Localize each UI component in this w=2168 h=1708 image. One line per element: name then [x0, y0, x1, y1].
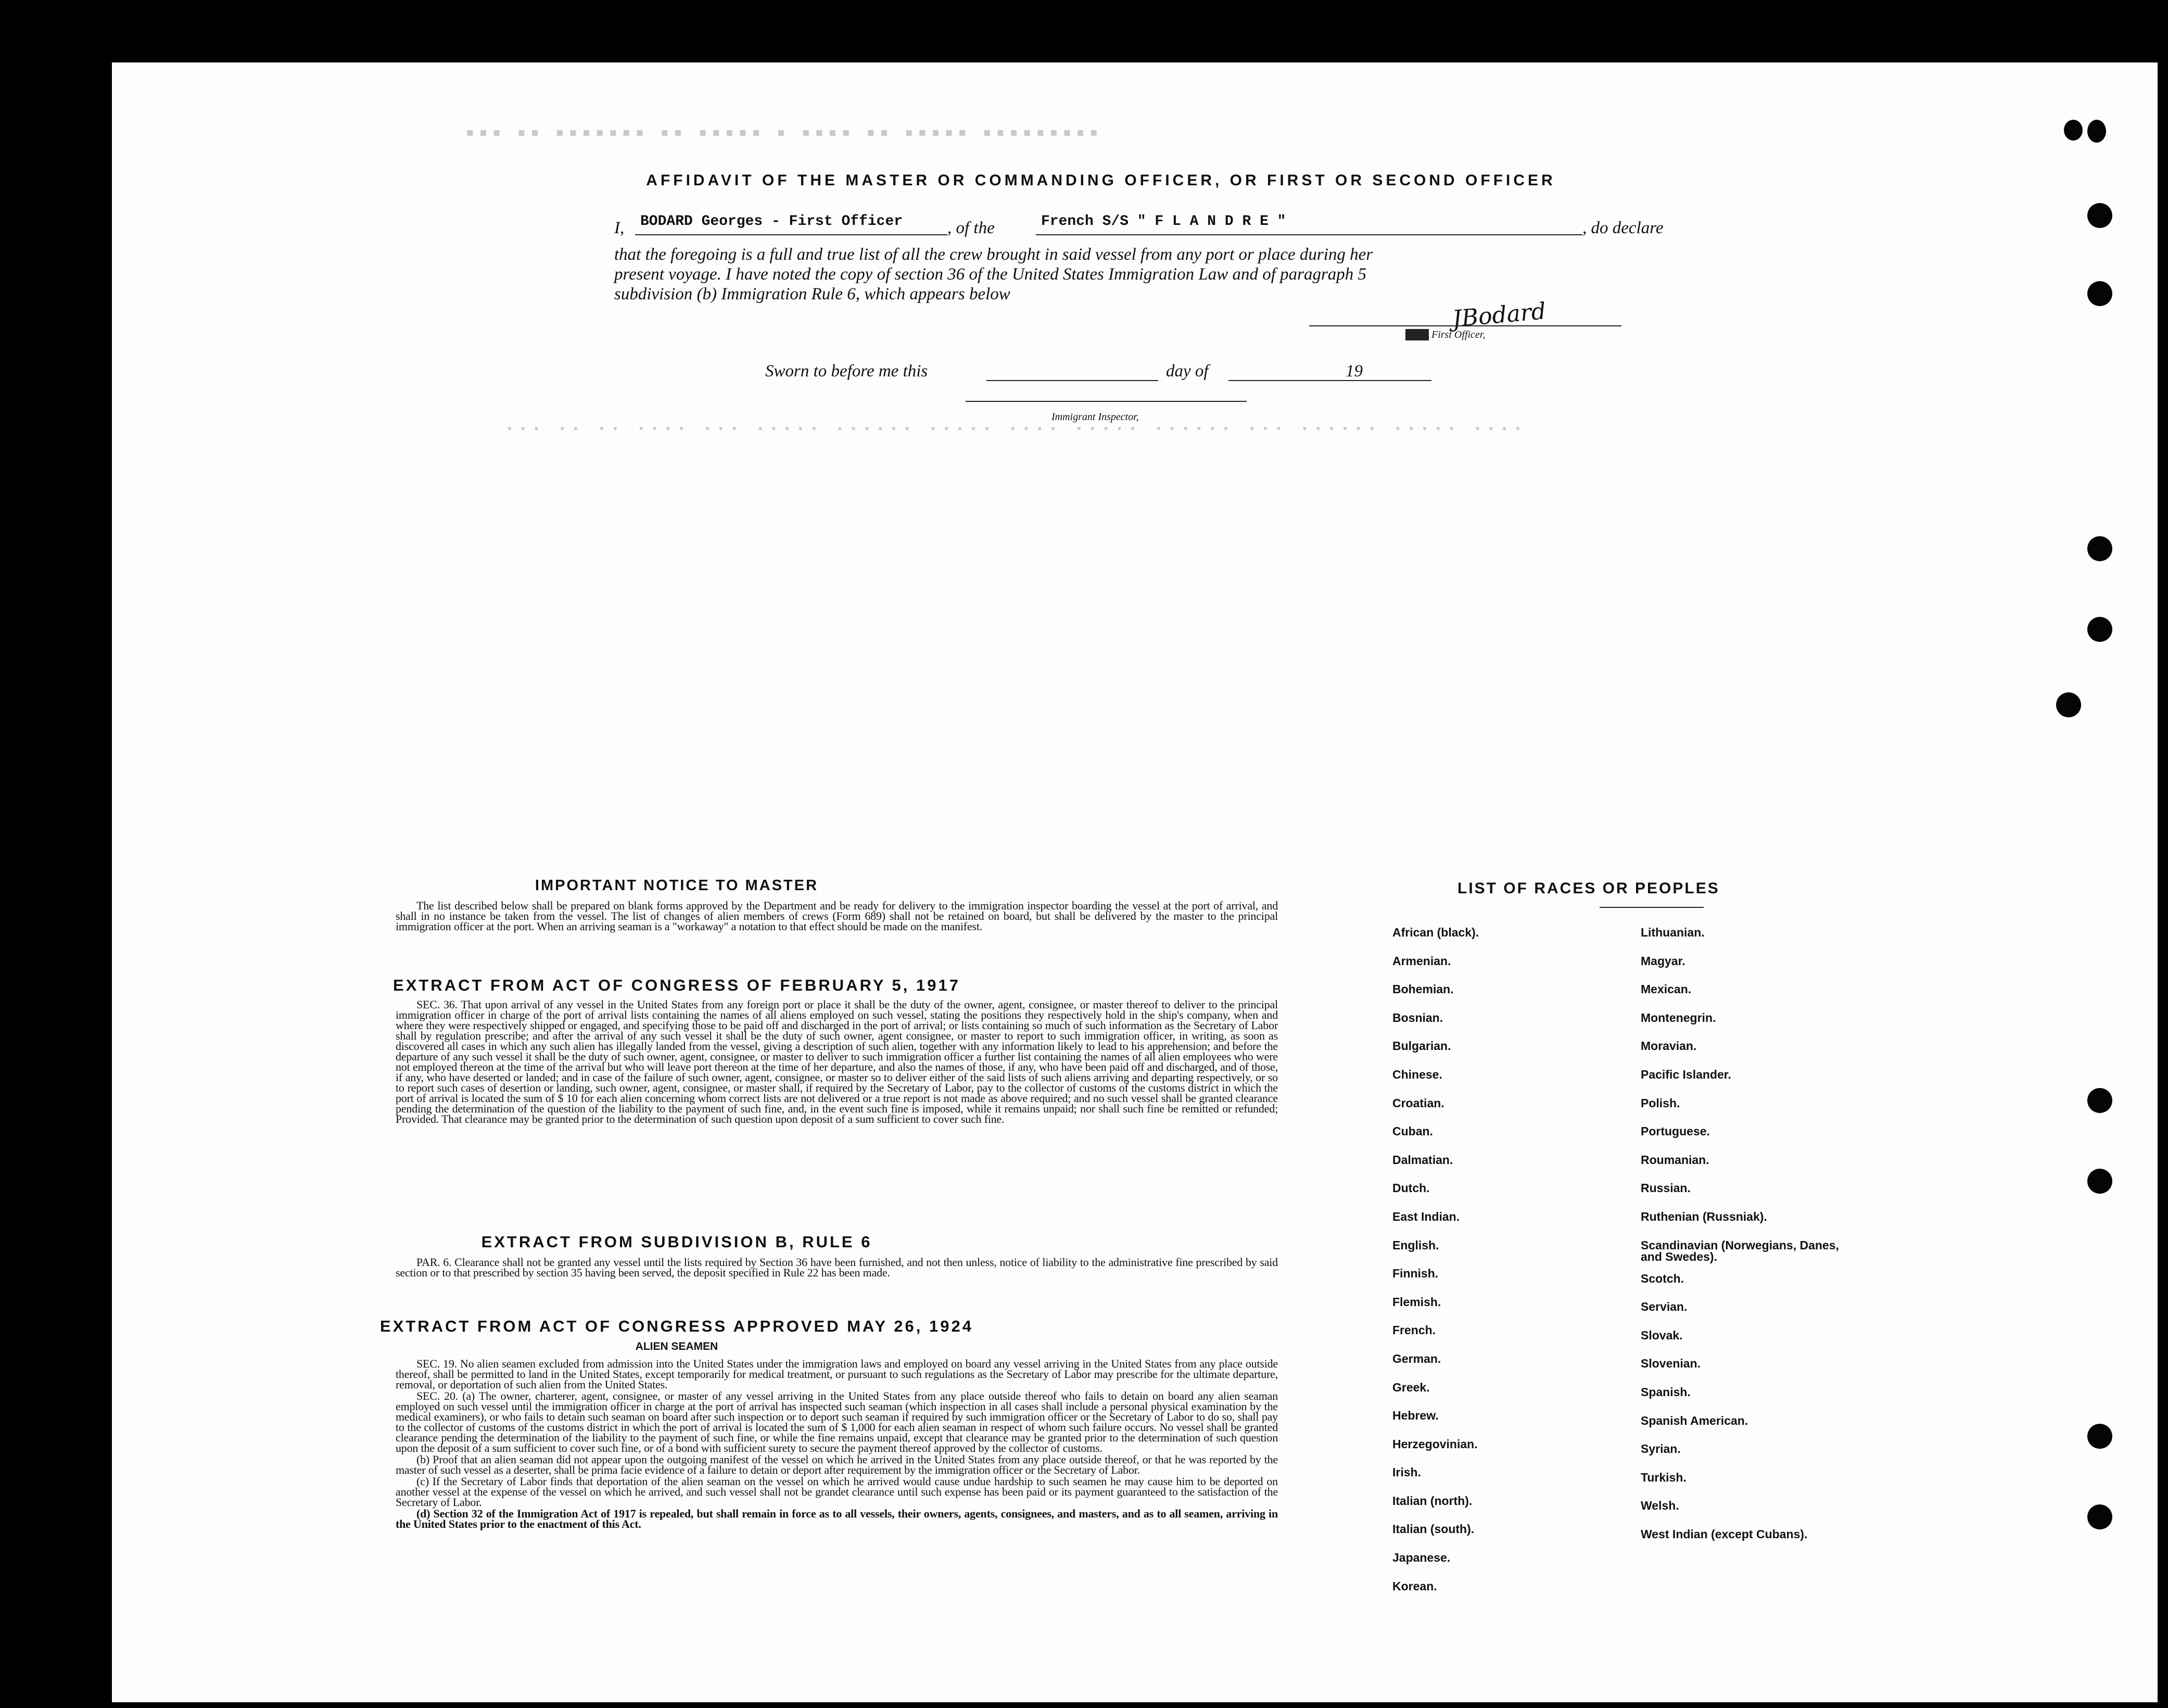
sworn-day-line — [986, 380, 1158, 381]
extract-1924-text — [396, 1359, 1278, 1530]
race-item: Roumanian. — [1641, 1153, 1709, 1167]
notice-text — [396, 901, 1278, 933]
sworn-year-line — [1369, 380, 1431, 381]
section-19-paragraph: SEC. 19. No alien seamen excluded from admission into the United States under the immigration laws and employed on board any vessel arriving in the United States from any place outside thereof, shall be permitted to land in the United States, except temporarily for medical treatment, or pursuant to such regulations as the Secretary of Labor may prescribe for the ultimate departure, removal, or deportation of such alien from the United States. — [396, 1357, 1278, 1391]
punch-hole — [2087, 1504, 2112, 1529]
punch-hole — [2064, 120, 2083, 141]
race-item: Korean. — [1392, 1579, 1437, 1593]
race-item: Russian. — [1641, 1181, 1691, 1195]
race-item: Welsh. — [1641, 1499, 1679, 1513]
punch-hole — [2056, 692, 2081, 717]
extract-1917-title: EXTRACT FROM ACT OF CONGRESS OF FEBRUARY 5, 1917 — [393, 976, 960, 994]
race-item: Dutch. — [1392, 1181, 1430, 1195]
officer-name-line — [635, 234, 947, 235]
punch-hole — [2087, 536, 2112, 561]
punch-hole — [2087, 1424, 2112, 1449]
races-right-column — [1641, 927, 1849, 1557]
bleed-through-columns: ▪▪▪ ▪▪ ▪▪ ▪▪▪▪ ▪▪▪ ▪▪▪▪▪ ▪▪▪▪▪▪ ▪▪▪▪▪ ▪▪▪▪ ▪▪▪▪▪ ▪▪▪▪▪▪ ▪▪▪ ▪▪▪▪▪▪ ▪▪▪▪▪ ▪▪▪▪ — [508, 422, 1529, 435]
race-item: Flemish. — [1392, 1295, 1441, 1309]
race-item: Bulgarian. — [1392, 1039, 1451, 1053]
race-item: Scotch. — [1641, 1271, 1684, 1285]
punch-hole — [2087, 1088, 2112, 1113]
struck-text: Mast. — [1405, 329, 1429, 340]
race-item: Hebrew. — [1392, 1409, 1439, 1423]
of-the-label: , of the — [947, 219, 995, 237]
section-20d-paragraph: (d) Section 32 of the Immigration Act of 1917 is repealed, but shall remain in force as to all vessels, their owners, agents, consignees, and masters, and as to all seamen, arriving in the United States prior to the enactment of this Act. — [396, 1507, 1278, 1530]
year-label: 19 — [1346, 362, 1363, 381]
notice-paragraph: The list described below shall be prepared on blank forms approved by the Department and be ready for delivery to the immigration inspector boarding the vessel at the port of arrival, and shall in no instance be taken from the vessel. The list of changes of alien members of crews (Form 689) shall not be retained on board, but shall be delivered by the master to the principal immigration officer at the port. When an arriving seaman is a "workaway" a notation to that effect should be made on the manifest. — [396, 899, 1278, 933]
affidavit-text-line: subdivision (b) Immigration Rule 6, which appears below — [614, 285, 1010, 303]
inspector-caption: Immigrant Inspector, — [1051, 411, 1139, 423]
races-title: LIST OF RACES OR PEOPLES — [1457, 880, 1720, 897]
race-item: Bosnian. — [1392, 1010, 1443, 1024]
affidavit-text — [614, 245, 1707, 304]
race-item: Chinese. — [1392, 1067, 1442, 1081]
race-item: English. — [1392, 1238, 1439, 1252]
race-item: West Indian (except Cubans). — [1641, 1527, 1808, 1541]
race-item: Cuban. — [1392, 1124, 1433, 1138]
affidavit-title: AFFIDAVIT OF THE MASTER OR COMMANDING OFFICER, OR FIRST OR SECOND OFFICER — [646, 172, 1556, 189]
alien-seamen-subtitle: ALIEN SEAMEN — [635, 1340, 718, 1352]
race-item: Bohemian. — [1392, 982, 1454, 996]
affidavit-declaration-line — [614, 213, 1707, 245]
race-item: Armenian. — [1392, 954, 1451, 968]
race-item: Scandinavian (Norwegians, Danes, and Swedes). — [1641, 1238, 1839, 1263]
race-item: Ruthenian (Russniak). — [1641, 1209, 1767, 1223]
race-item: Dalmatian. — [1392, 1153, 1453, 1167]
race-item: East Indian. — [1392, 1209, 1460, 1223]
sworn-label: Sworn to before me this — [765, 362, 928, 381]
sworn-line — [765, 362, 1442, 388]
signature: JBodard — [1451, 298, 1547, 333]
races-left-column — [1392, 927, 1611, 1609]
vessel-line — [1036, 234, 1582, 235]
race-item: Slovak. — [1641, 1328, 1683, 1342]
signature-caption — [1405, 329, 1485, 341]
race-item: Italian (south). — [1392, 1522, 1475, 1536]
races-title-underline — [1600, 907, 1704, 908]
race-item: Lithuanian. — [1641, 926, 1705, 939]
signature-line — [1309, 325, 1621, 326]
race-item: Magyar. — [1641, 954, 1685, 968]
officer-name: BODARD Georges - First Officer — [640, 213, 903, 230]
race-item: African (black). — [1392, 926, 1479, 939]
race-item: Turkish. — [1641, 1470, 1687, 1484]
i-label: I, — [614, 219, 625, 237]
race-item: Portuguese. — [1641, 1124, 1710, 1138]
extract-1924-title: EXTRACT FROM ACT OF CONGRESS APPROVED MAY 26, 1924 — [380, 1317, 973, 1335]
section-36-paragraph: SEC. 36. That upon arrival of any vessel in the United States from any foreign port or place it shall be the duty of the owner, agent, consignee, or master thereof to deliver to the principal immigration officer in charge of the port of arrival lists containing the names of all aliens employed on such vessel, stating the positions they respectively hold in the ship's company, when and where they were respectively shipped or engaged, and specifying those to be paid off and discharged in the port of arrival; or lists containing so much of such information as the Secretary of Labor shall by regulation prescribe; and after the arrival of any such vessel it shall be the duty of such owner, agent consignee, or master to report to such immigration officer, in writing, as soon as discovered all cases in which any such alien has illegally landed from the vessel, giving a description of such alien, together with any information likely to lead to his apprehension; and before the departure of any such vessel it shall be the duty of such owner, agent, consignee, or master to deliver to such immigration officer a further list containing the names of all alien employees who were not employed thereon at the time of the arrival but who will leave port thereon at the time of her departure, and also the names of those, if any, who have been paid off and discharged, and of those, if any, who have deserted or landed; and in case of the failure of such owner, agent, consignee, or master so to deliver either of the said lists of such aliens arriving and departing respectively, or so to report such cases of desertion or landing, such owner, agent, consignee, or master shall, if required by the Secretary of Labor, pay to the collector of customs of the customs district in which the port of arrival is located the sum of $ 10 for each alien concerning whom correct lists are not delivered or a true report is not made as above required; and no such vessel shall be granted clearance pending the determination of the question of the liability to the payment of such fine, and, in the event such fine is imposed, while it remains unpaid; nor shall such fine be remitted or refunded; Provided. That clearance may be granted prior to the determination of such question upon deposit of a sum sufficient to cover such fine. — [396, 998, 1278, 1125]
punch-hole — [2087, 617, 2112, 642]
punch-hole — [2087, 120, 2106, 143]
race-item: Slovenian. — [1641, 1357, 1701, 1371]
race-item: Irish. — [1392, 1465, 1421, 1479]
race-item: Japanese. — [1392, 1551, 1451, 1565]
race-item: Moravian. — [1641, 1039, 1697, 1053]
day-of-label: day of — [1166, 362, 1209, 381]
race-item: Syrian. — [1641, 1442, 1681, 1456]
document-page — [112, 62, 2158, 1702]
section-20a-paragraph: SEC. 20. (a) The owner, charterer, agent, consignee, or master of any vessel arriving in the United States from any place outside thereof who fails to detain on board any alien seaman employed on such vessel until the immigration officer in charge at the port of arrival has inspected such seaman (which inspection in all cases shall include a personal physical examination by the medical examiners), or who fails to detain such seaman on board after such inspection or to deport such seaman if required by such immigration officer or the Secretary of Labor to do so, shall pay to the collector of customs of the customs district in which the port of arrival is located the sum of $ 1,000 for each alien seaman in respect of whom such failure occurs. No vessel shall be granted clearance pending the determination of the liability to the payment of such fine, or while the fine remains unpaid, except that clearance may be granted prior to the determination of such question upon the deposit of a sum sufficient to cover such fine, or of a bond with sufficient surety to secure the payment thereof approved by the collector of customs. — [396, 1389, 1278, 1454]
extract-rule6-text — [396, 1257, 1278, 1279]
paragraph-6: PAR. 6. Clearance shall not be granted any vessel until the lists required by Section 36 have been furnished, and not then unless, notice of liability to the administrative fine prescribed by said section or to that prescribed by section 35 having been served, the deposit specified in Rule 22 has been made. — [396, 1256, 1278, 1279]
affidavit-text-line: present voyage. I have noted the copy of section 36 of the United States Immigration Law and of paragraph 5 — [614, 265, 1367, 284]
extract-rule6-title: EXTRACT FROM SUBDIVISION B, RULE 6 — [481, 1233, 872, 1251]
extract-1917-text — [396, 1000, 1278, 1125]
bleed-through-heading: ▪▪▪ ▪▪ ▪▪▪▪▪▪▪ ▪▪ ▪▪▪▪▪ ▪ ▪▪▪▪ ▪▪ ▪▪▪▪▪ ▪▪▪▪▪▪▪▪▪ — [466, 120, 1103, 145]
race-item: Spanish. — [1641, 1385, 1691, 1399]
race-item: Mexican. — [1641, 982, 1692, 996]
race-item: Montenegrin. — [1641, 1010, 1716, 1024]
punch-hole — [2087, 203, 2112, 228]
race-item: Herzegovinian. — [1392, 1437, 1478, 1451]
vessel-name: French S/S " F L A N D R E " — [1041, 213, 1286, 230]
punch-hole — [2087, 1169, 2112, 1194]
race-item: Croatian. — [1392, 1096, 1444, 1110]
officer-caption: First Officer, — [1431, 329, 1486, 340]
do-declare-label: , do declare — [1582, 219, 1664, 237]
race-item: Italian (north). — [1392, 1494, 1473, 1508]
notice-title: IMPORTANT NOTICE TO MASTER — [535, 877, 819, 894]
race-item: Greek. — [1392, 1380, 1430, 1394]
section-20c-paragraph: (c) If the Secretary of Labor finds that deportation of the alien seaman on the vessel on which he arrived would cause undue hardship to such seamen he may cause him to be deported on another vessel at the expense of the vessel on which he arrived, and such vessel shall not be grandet clearance until such expense has been paid or its payment guaranteed to the satisfaction of the Secretary of Labor. — [396, 1475, 1278, 1509]
inspector-line — [966, 401, 1247, 402]
race-item: French. — [1392, 1323, 1436, 1337]
race-item: Spanish American. — [1641, 1413, 1748, 1427]
race-item: Pacific Islander. — [1641, 1067, 1731, 1081]
race-item: German. — [1392, 1351, 1441, 1365]
race-item: Polish. — [1641, 1096, 1680, 1110]
race-item: Finnish. — [1392, 1267, 1439, 1281]
section-20b-paragraph: (b) Proof that an alien seaman did not appear upon the outgoing manifest of the vessel on which he arrived in the United States from any place outside thereof, or that he was reported by the master of such vessel as a deserter, shall be prima facie evidence of a failure to detain or deport after requirement by the immigration officer or the Secretary of Labor. — [396, 1453, 1278, 1476]
affidavit-text-line: that the foregoing is a full and true list of all the crew brought in said vessel from any port or place during her — [614, 245, 1373, 264]
race-item: Servian. — [1641, 1300, 1688, 1314]
punch-hole — [2087, 281, 2112, 306]
